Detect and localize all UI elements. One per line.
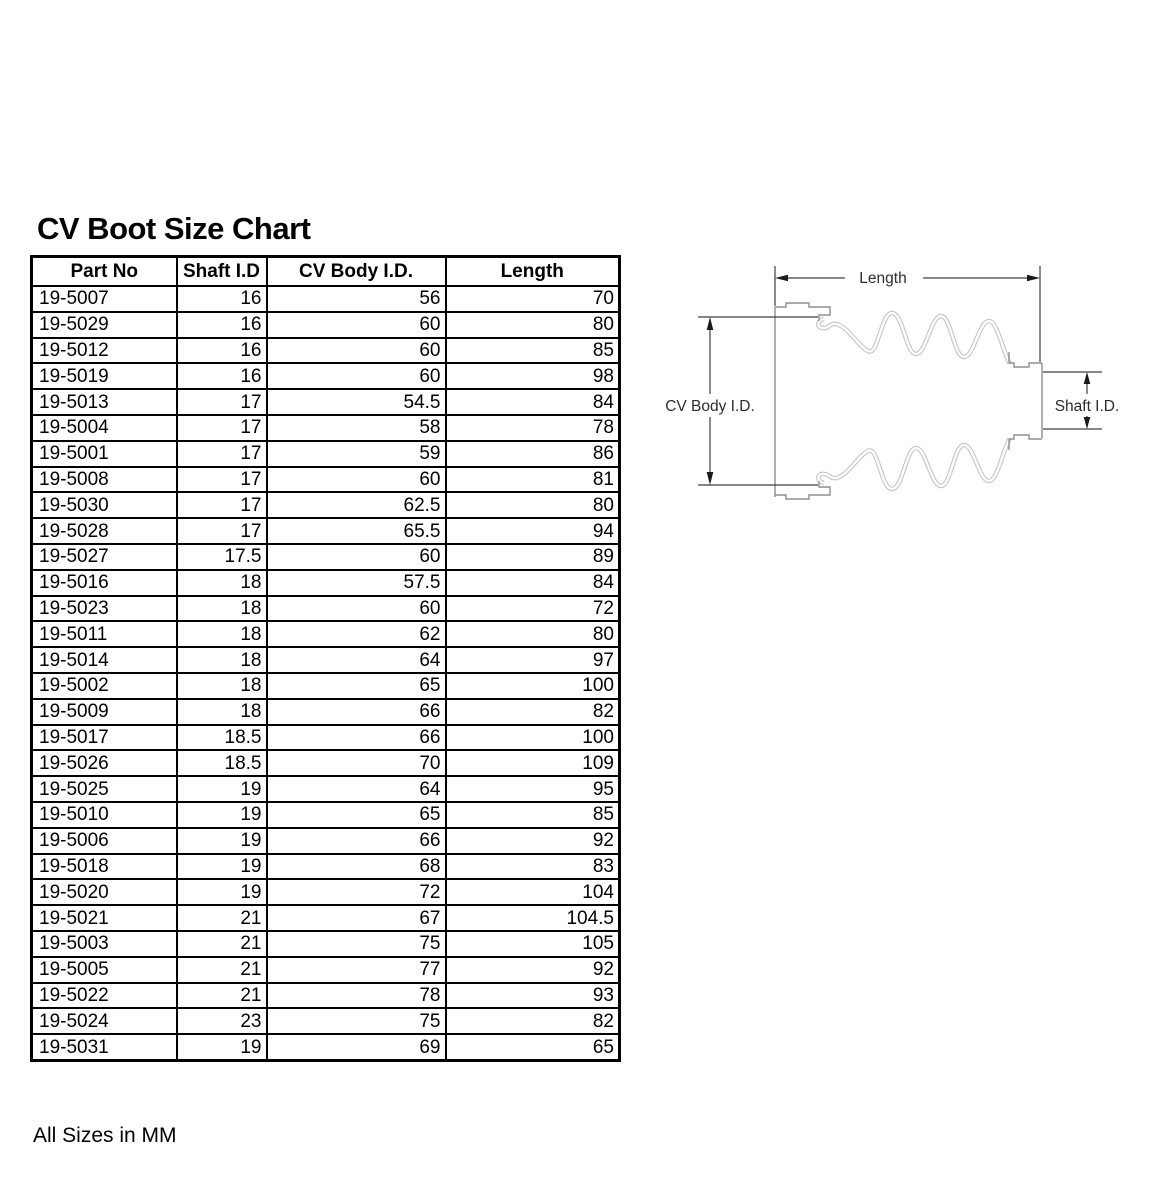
- table-cell-length: 92: [446, 828, 620, 854]
- table-cell-shaft: 21: [177, 983, 267, 1009]
- shaft-id-label: Shaft I.D.: [1054, 398, 1120, 415]
- table-cell-length: 93: [446, 983, 620, 1009]
- table-cell-shaft: 21: [177, 957, 267, 983]
- column-header-length: Length: [446, 257, 620, 287]
- table-cell-part: 19-5012: [32, 338, 177, 364]
- table-cell-body: 75: [267, 1008, 446, 1034]
- table-cell-shaft: 19: [177, 802, 267, 828]
- table-row: [32, 699, 620, 725]
- table-cell-length: 83: [446, 854, 620, 880]
- table-cell-length: 70: [446, 286, 620, 312]
- column-header-shaft-id: Shaft I.D: [177, 257, 267, 287]
- table-row: [32, 621, 620, 647]
- table-cell-shaft: 16: [177, 338, 267, 364]
- table-cell-shaft: 17: [177, 518, 267, 544]
- table-cell-body: 62.5: [267, 492, 446, 518]
- table-cell-length: 80: [446, 621, 620, 647]
- size-table-body: [32, 286, 620, 1060]
- body-arrow-up: [707, 317, 714, 330]
- table-row: [32, 363, 620, 389]
- table-cell-body: 56: [267, 286, 446, 312]
- table-cell-shaft: 19: [177, 854, 267, 880]
- table-cell-length: 89: [446, 544, 620, 570]
- table-cell-body: 57.5: [267, 570, 446, 596]
- shaft-arrow-up: [1084, 372, 1091, 384]
- table-cell-length: 72: [446, 596, 620, 622]
- table-cell-body: 72: [267, 879, 446, 905]
- table-cell-part: 19-5013: [32, 389, 177, 415]
- table-row: [32, 570, 620, 596]
- table-row: [32, 854, 620, 880]
- table-cell-part: 19-5005: [32, 957, 177, 983]
- table-cell-part: 19-5006: [32, 828, 177, 854]
- table-cell-length: 104.5: [446, 905, 620, 931]
- table-cell-length: 98: [446, 363, 620, 389]
- table-cell-shaft: 21: [177, 931, 267, 957]
- table-cell-body: 54.5: [267, 389, 446, 415]
- boot-big-end-cuff: [775, 303, 830, 499]
- table-cell-length: 97: [446, 647, 620, 673]
- table-cell-body: 66: [267, 725, 446, 751]
- table-cell-body: 64: [267, 647, 446, 673]
- table-cell-shaft: 18.5: [177, 750, 267, 776]
- table-cell-shaft: 18: [177, 699, 267, 725]
- table-cell-length: 100: [446, 673, 620, 699]
- table-row: [32, 389, 620, 415]
- table-cell-shaft: 18: [177, 596, 267, 622]
- table-row: [32, 544, 620, 570]
- table-cell-length: 84: [446, 570, 620, 596]
- column-header-part-no: Part No: [32, 257, 177, 287]
- table-cell-body: 66: [267, 699, 446, 725]
- table-cell-part: 19-5031: [32, 1034, 177, 1060]
- table-row: [32, 312, 620, 338]
- table-row: [32, 957, 620, 983]
- cv-boot-size-table: [30, 255, 621, 1062]
- table-row: [32, 338, 620, 364]
- table-cell-part: 19-5028: [32, 518, 177, 544]
- table-cell-body: 65: [267, 673, 446, 699]
- shaft-arrow-down: [1084, 417, 1091, 429]
- table-cell-shaft: 17: [177, 467, 267, 493]
- cv-body-id-label: CV Body I.D.: [665, 398, 755, 415]
- boot-small-end-cuff: [1009, 352, 1042, 450]
- table-cell-part: 19-5007: [32, 286, 177, 312]
- table-cell-body: 66: [267, 828, 446, 854]
- table-cell-body: 62: [267, 621, 446, 647]
- table-cell-shaft: 18: [177, 621, 267, 647]
- table-cell-part: 19-5016: [32, 570, 177, 596]
- table-cell-length: 81: [446, 467, 620, 493]
- length-label: Length: [859, 270, 907, 287]
- cv-boot-diagram: [640, 250, 1165, 520]
- table-cell-shaft: 23: [177, 1008, 267, 1034]
- table-row: [32, 1008, 620, 1034]
- table-cell-length: 104: [446, 879, 620, 905]
- table-cell-part: 19-5027: [32, 544, 177, 570]
- table-row: [32, 725, 620, 751]
- table-row: [32, 673, 620, 699]
- table-cell-body: 60: [267, 544, 446, 570]
- table-cell-part: 19-5003: [32, 931, 177, 957]
- table-cell-part: 19-5018: [32, 854, 177, 880]
- table-cell-part: 19-5024: [32, 1008, 177, 1034]
- table-cell-length: 80: [446, 492, 620, 518]
- table-row: [32, 802, 620, 828]
- table-row: [32, 879, 620, 905]
- table-cell-shaft: 16: [177, 286, 267, 312]
- table-cell-part: 19-5004: [32, 415, 177, 441]
- column-header-cv-body-id: CV Body I.D.: [267, 257, 446, 287]
- table-cell-body: 65.5: [267, 518, 446, 544]
- table-row: [32, 492, 620, 518]
- table-cell-length: 80: [446, 312, 620, 338]
- table-cell-length: 82: [446, 699, 620, 725]
- table-cell-part: 19-5029: [32, 312, 177, 338]
- table-cell-body: 60: [267, 312, 446, 338]
- table-row: [32, 647, 620, 673]
- table-cell-shaft: 19: [177, 776, 267, 802]
- table-cell-body: 68: [267, 854, 446, 880]
- table-cell-part: 19-5014: [32, 647, 177, 673]
- table-cell-shaft: 16: [177, 312, 267, 338]
- table-cell-length: 82: [446, 1008, 620, 1034]
- table-cell-shaft: 17: [177, 415, 267, 441]
- table-row: [32, 983, 620, 1009]
- table-cell-length: 92: [446, 957, 620, 983]
- table-header-row: [32, 257, 620, 287]
- table-cell-length: 78: [446, 415, 620, 441]
- table-cell-shaft: 17: [177, 492, 267, 518]
- table-row: [32, 415, 620, 441]
- table-cell-part: 19-5010: [32, 802, 177, 828]
- table-row: [32, 750, 620, 776]
- table-cell-body: 75: [267, 931, 446, 957]
- table-cell-shaft: 17: [177, 389, 267, 415]
- table-row: [32, 518, 620, 544]
- table-cell-part: 19-5021: [32, 905, 177, 931]
- table-cell-body: 64: [267, 776, 446, 802]
- table-cell-length: 109: [446, 750, 620, 776]
- table-cell-shaft: 16: [177, 363, 267, 389]
- table-cell-body: 69: [267, 1034, 446, 1060]
- table-row: [32, 776, 620, 802]
- table-cell-part: 19-5002: [32, 673, 177, 699]
- table-row: [32, 286, 620, 312]
- table-cell-part: 19-5008: [32, 467, 177, 493]
- table-cell-shaft: 19: [177, 1034, 267, 1060]
- table-cell-shaft: 21: [177, 905, 267, 931]
- length-arrow-right: [1027, 275, 1040, 282]
- table-cell-body: 59: [267, 441, 446, 467]
- table-cell-part: 19-5030: [32, 492, 177, 518]
- table-cell-part: 19-5023: [32, 596, 177, 622]
- table-cell-body: 77: [267, 957, 446, 983]
- table-cell-length: 95: [446, 776, 620, 802]
- table-cell-body: 70: [267, 750, 446, 776]
- table-cell-length: 85: [446, 338, 620, 364]
- boot-bellows-outline: [818, 313, 1009, 489]
- table-cell-body: 60: [267, 467, 446, 493]
- table-cell-shaft: 17.5: [177, 544, 267, 570]
- table-cell-body: 78: [267, 983, 446, 1009]
- length-arrow-left: [775, 275, 788, 282]
- table-cell-shaft: 18: [177, 647, 267, 673]
- table-row: [32, 1034, 620, 1060]
- table-cell-body: 58: [267, 415, 446, 441]
- table-cell-part: 19-5017: [32, 725, 177, 751]
- body-arrow-down: [707, 472, 714, 485]
- table-row: [32, 596, 620, 622]
- table-cell-part: 19-5022: [32, 983, 177, 1009]
- table-cell-part: 19-5025: [32, 776, 177, 802]
- table-cell-length: 94: [446, 518, 620, 544]
- table-cell-body: 65: [267, 802, 446, 828]
- table-row: [32, 905, 620, 931]
- table-cell-length: 84: [446, 389, 620, 415]
- table-row: [32, 828, 620, 854]
- table-cell-part: 19-5001: [32, 441, 177, 467]
- table-cell-body: 60: [267, 596, 446, 622]
- table-cell-length: 105: [446, 931, 620, 957]
- table-cell-part: 19-5020: [32, 879, 177, 905]
- table-cell-body: 67: [267, 905, 446, 931]
- table-cell-length: 85: [446, 802, 620, 828]
- table-cell-shaft: 19: [177, 828, 267, 854]
- table-row: [32, 441, 620, 467]
- table-cell-body: 60: [267, 363, 446, 389]
- table-row: [32, 467, 620, 493]
- footnote: All Sizes in MM: [33, 1124, 177, 1147]
- table-cell-shaft: 18: [177, 570, 267, 596]
- table-cell-shaft: 18.5: [177, 725, 267, 751]
- table-cell-part: 19-5009: [32, 699, 177, 725]
- table-cell-shaft: 17: [177, 441, 267, 467]
- table-cell-length: 86: [446, 441, 620, 467]
- table-row: [32, 931, 620, 957]
- table-cell-part: 19-5019: [32, 363, 177, 389]
- page-title: CV Boot Size Chart: [37, 211, 311, 246]
- table-cell-body: 60: [267, 338, 446, 364]
- table-cell-length: 65: [446, 1034, 620, 1060]
- table-cell-part: 19-5011: [32, 621, 177, 647]
- table-cell-part: 19-5026: [32, 750, 177, 776]
- table-cell-shaft: 18: [177, 673, 267, 699]
- table-cell-shaft: 19: [177, 879, 267, 905]
- table-cell-length: 100: [446, 725, 620, 751]
